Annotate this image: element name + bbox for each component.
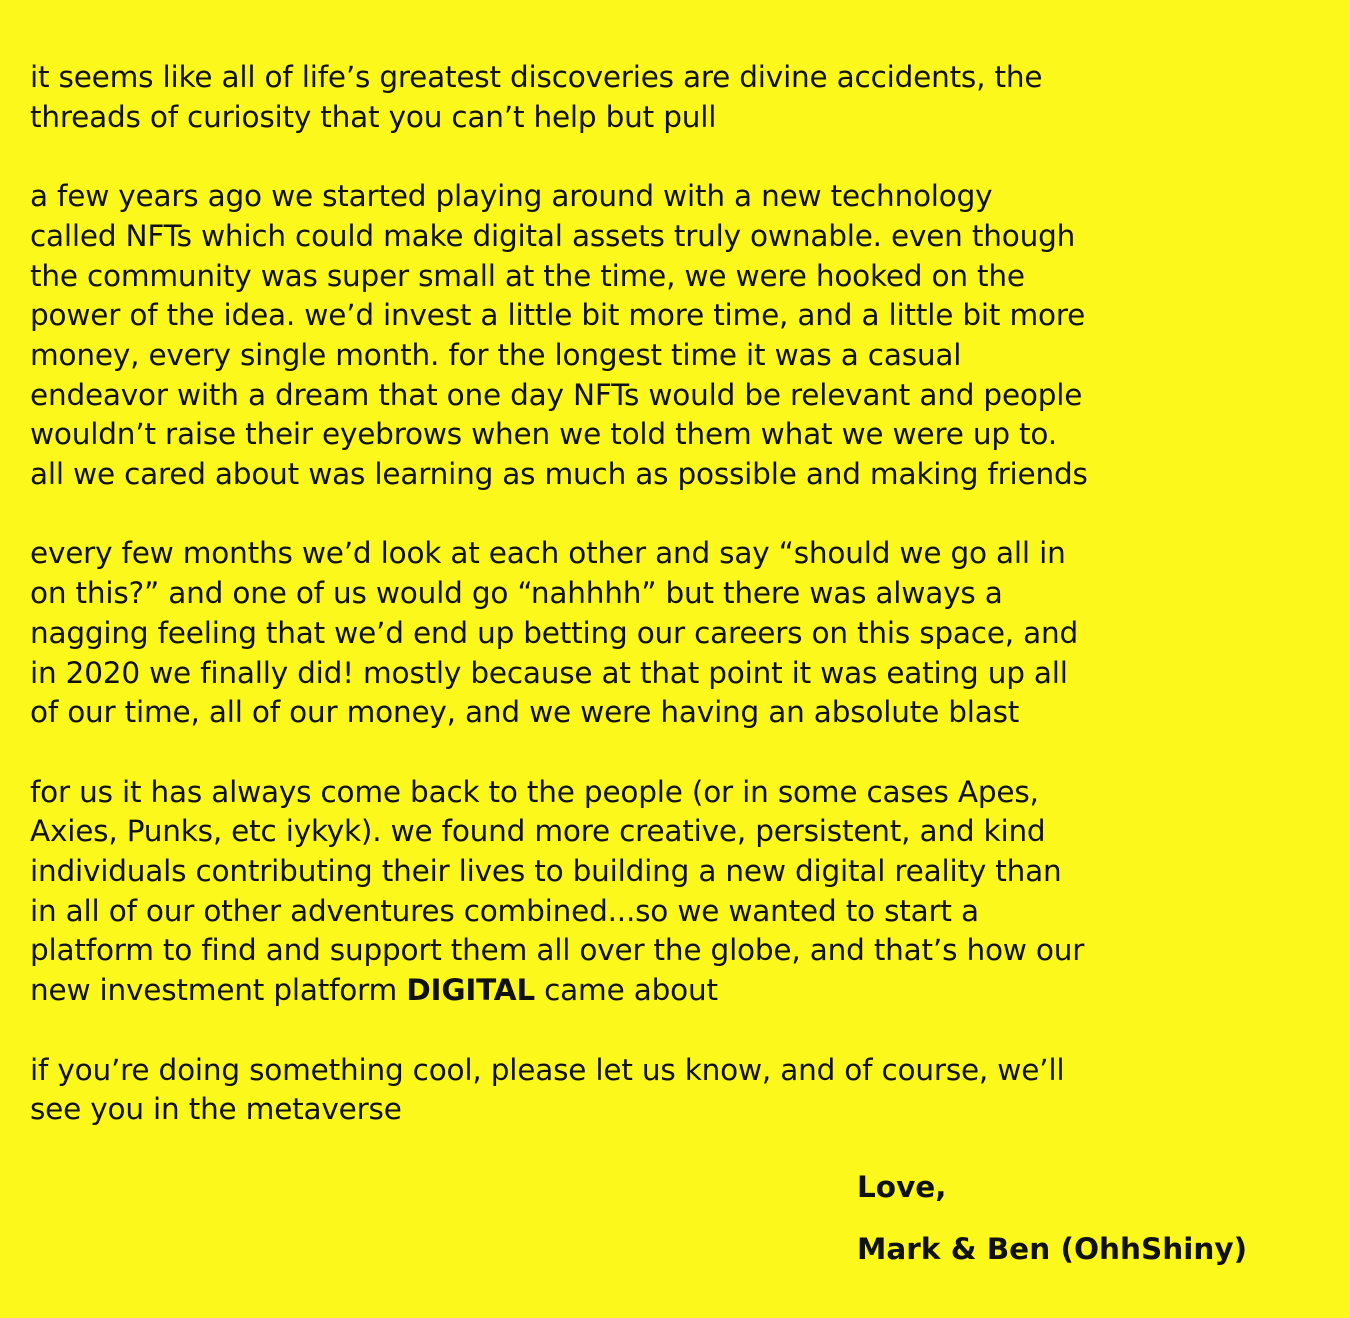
- text-line: [30, 971, 1335, 1011]
- digital-brand-name: DIGITAL: [406, 973, 535, 1008]
- paragraph-3: [30, 534, 1335, 733]
- paragraph-1: [30, 58, 1335, 137]
- text-line: in 2020 we finally did! mostly because at that point it was eating up all: [30, 655, 1068, 690]
- text-line: it seems like all of life’s greatest discoveries are divine accidents, the: [30, 60, 1043, 94]
- text-line: if you’re doing something cool, please let us know, and of course, we’ll: [30, 1052, 1065, 1087]
- text-line: in all of our other adventures combined...so we wanted to start a: [30, 893, 979, 928]
- text-line: on this?” and one of us would go “nahhhh” but there was always a: [30, 576, 1003, 611]
- text-line: threads of curiosity that you can’t help but pull: [30, 99, 717, 134]
- text-segment: came about: [534, 973, 718, 1008]
- text-line: nagging feeling that we’d end up betting our careers on this space, and: [30, 615, 1079, 650]
- text-line: platform to find and support them all over the globe, and that’s how our: [30, 933, 1085, 968]
- text-line: for us it has always come back to the people (or in some cases Apes,: [30, 774, 1039, 809]
- text-line: money, every single month. for the longest time it was a casual: [30, 337, 962, 372]
- text-line: called NFTs which could make digital assets truly ownable. even though: [30, 218, 1076, 253]
- paragraph-4: [30, 773, 1335, 1011]
- text-line: power of the idea. we’d invest a little bit more time, and a little bit more: [30, 298, 1086, 333]
- letter-body: [30, 58, 1335, 1170]
- text-line: wouldn’t raise their eyebrows when we told them what we were up to.: [30, 417, 1057, 452]
- text-line: individuals contributing their lives to building a new digital reality than: [30, 854, 1062, 889]
- text-line: the community was super small at the time, we were hooked on the: [30, 258, 1025, 293]
- signature: Mark & Ben (OhhShiny): [857, 1232, 1248, 1266]
- text-line: see you in the metaverse: [30, 1092, 402, 1127]
- text-line: of our time, all of our money, and we were having an absolute blast: [30, 695, 1020, 730]
- text-line: endeavor with a dream that one day NFTs would be relevant and people: [30, 377, 1083, 412]
- text-line: every few months we’d look at each other and say “should we go all in: [30, 536, 1066, 571]
- text-segment: new investment platform: [30, 973, 407, 1008]
- text-line: a few years ago we started playing around with a new technology: [30, 179, 993, 214]
- text-line: all we cared about was learning as much as possible and making friends: [30, 457, 1088, 492]
- closing-salutation: Love,: [857, 1170, 947, 1204]
- paragraph-5: [30, 1051, 1335, 1130]
- paragraph-2: [30, 177, 1335, 495]
- text-line: Axies, Punks, etc iykyk). we found more creative, persistent, and kind: [30, 814, 1046, 849]
